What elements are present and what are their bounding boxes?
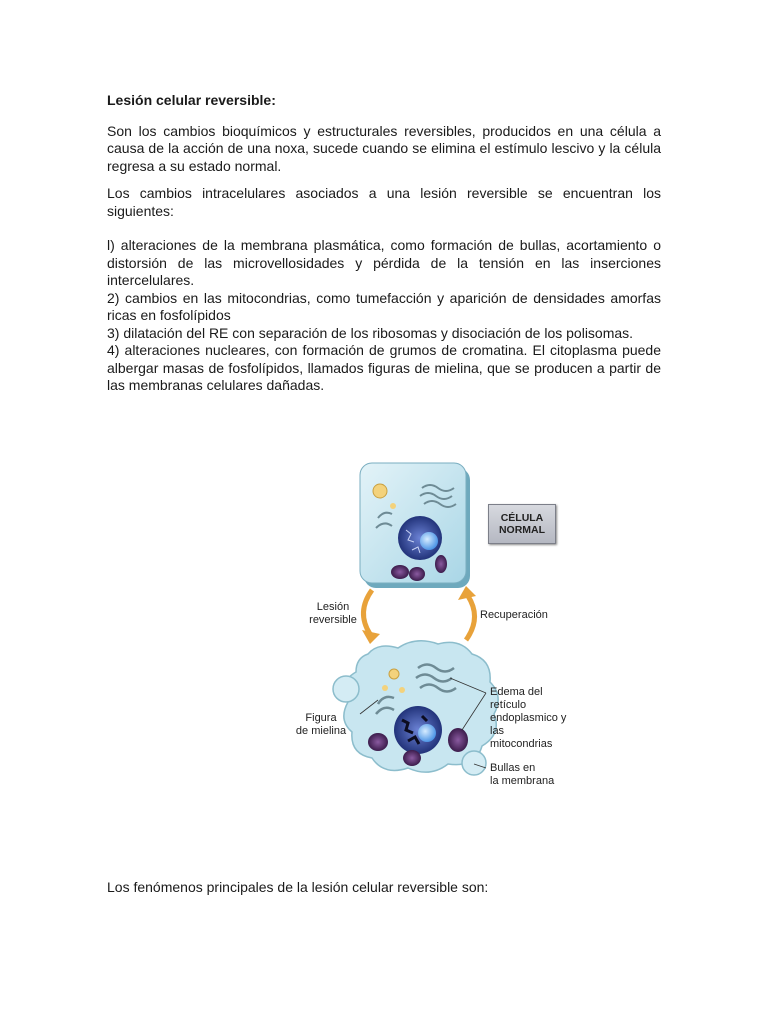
injury-label: [304, 601, 362, 627]
box-label-line1: CÉLULA: [500, 512, 544, 524]
recovery-label: Recuperación: [480, 609, 548, 621]
normal-cell-box: [488, 504, 556, 544]
edema-label-line2: endoplasmico y las: [490, 712, 567, 737]
list-item: 4) alteraciones nucleares, con formación de grumos de cromatina. El citoplasma puede albergar masas de fosfolípidos, llamados figuras de mielina, que se producen a partir de las membranas celulares dañadas.: [107, 342, 661, 393]
paragraph-definition: Son los cambios bioquímicos y estructurales reversibles, producidos en una célula a causa de la acción de una noxa, sucede cuando se elimina el estímulo lescivo y la célula regresa a su estado normal.: [107, 122, 661, 174]
paragraph-intro: Los cambios intracelulares asociados a una lesión reversible se encuentran los siguientes:: [107, 185, 661, 219]
closing-paragraph: Los fenómenos principales de la lesión celular reversible son:: [107, 879, 489, 895]
injured-cell: [333, 641, 498, 775]
bullas-label: [490, 762, 554, 788]
edema-label-line1: Edema del retículo: [490, 686, 543, 711]
bullas-label-line2: la membrana: [490, 775, 555, 787]
list-item: 3) dilatación del RE con separación de los ribosomas y disociación de los polisomas.: [107, 324, 634, 341]
injury-label-line1: Lesión: [316, 601, 350, 613]
changes-list: [107, 237, 661, 395]
mielina-label-line1: Figura: [305, 712, 337, 724]
list-item: l) alteraciones de la membrana plasmática, como formación de bullas, acortamiento o distorsión de las microvellosidades y pérdida de la tensión en las inserciones intercelulares.: [107, 237, 661, 288]
normal-cell: [360, 463, 470, 588]
box-label-line2: NORMAL: [498, 524, 546, 536]
bullas-label-line1: Bullas en: [490, 762, 536, 774]
injury-label-line2: reversible: [309, 614, 357, 626]
document-title: Lesión celular reversible:: [107, 92, 276, 108]
mielina-label: [290, 712, 352, 738]
list-item: 2) cambios en las mitocondrias, como tumefacción y aparición de densidades amorfas ricas en fosfolípidos: [107, 289, 661, 323]
document-body: [107, 92, 661, 395]
injury-arrow: [362, 590, 380, 644]
edema-label-line3: mitocondrias: [490, 738, 553, 750]
edema-label: [490, 686, 580, 751]
recovery-arrow: [458, 586, 476, 640]
mielina-label-line2: de mielina: [295, 725, 347, 737]
cell-injury-figure: [290, 458, 580, 798]
